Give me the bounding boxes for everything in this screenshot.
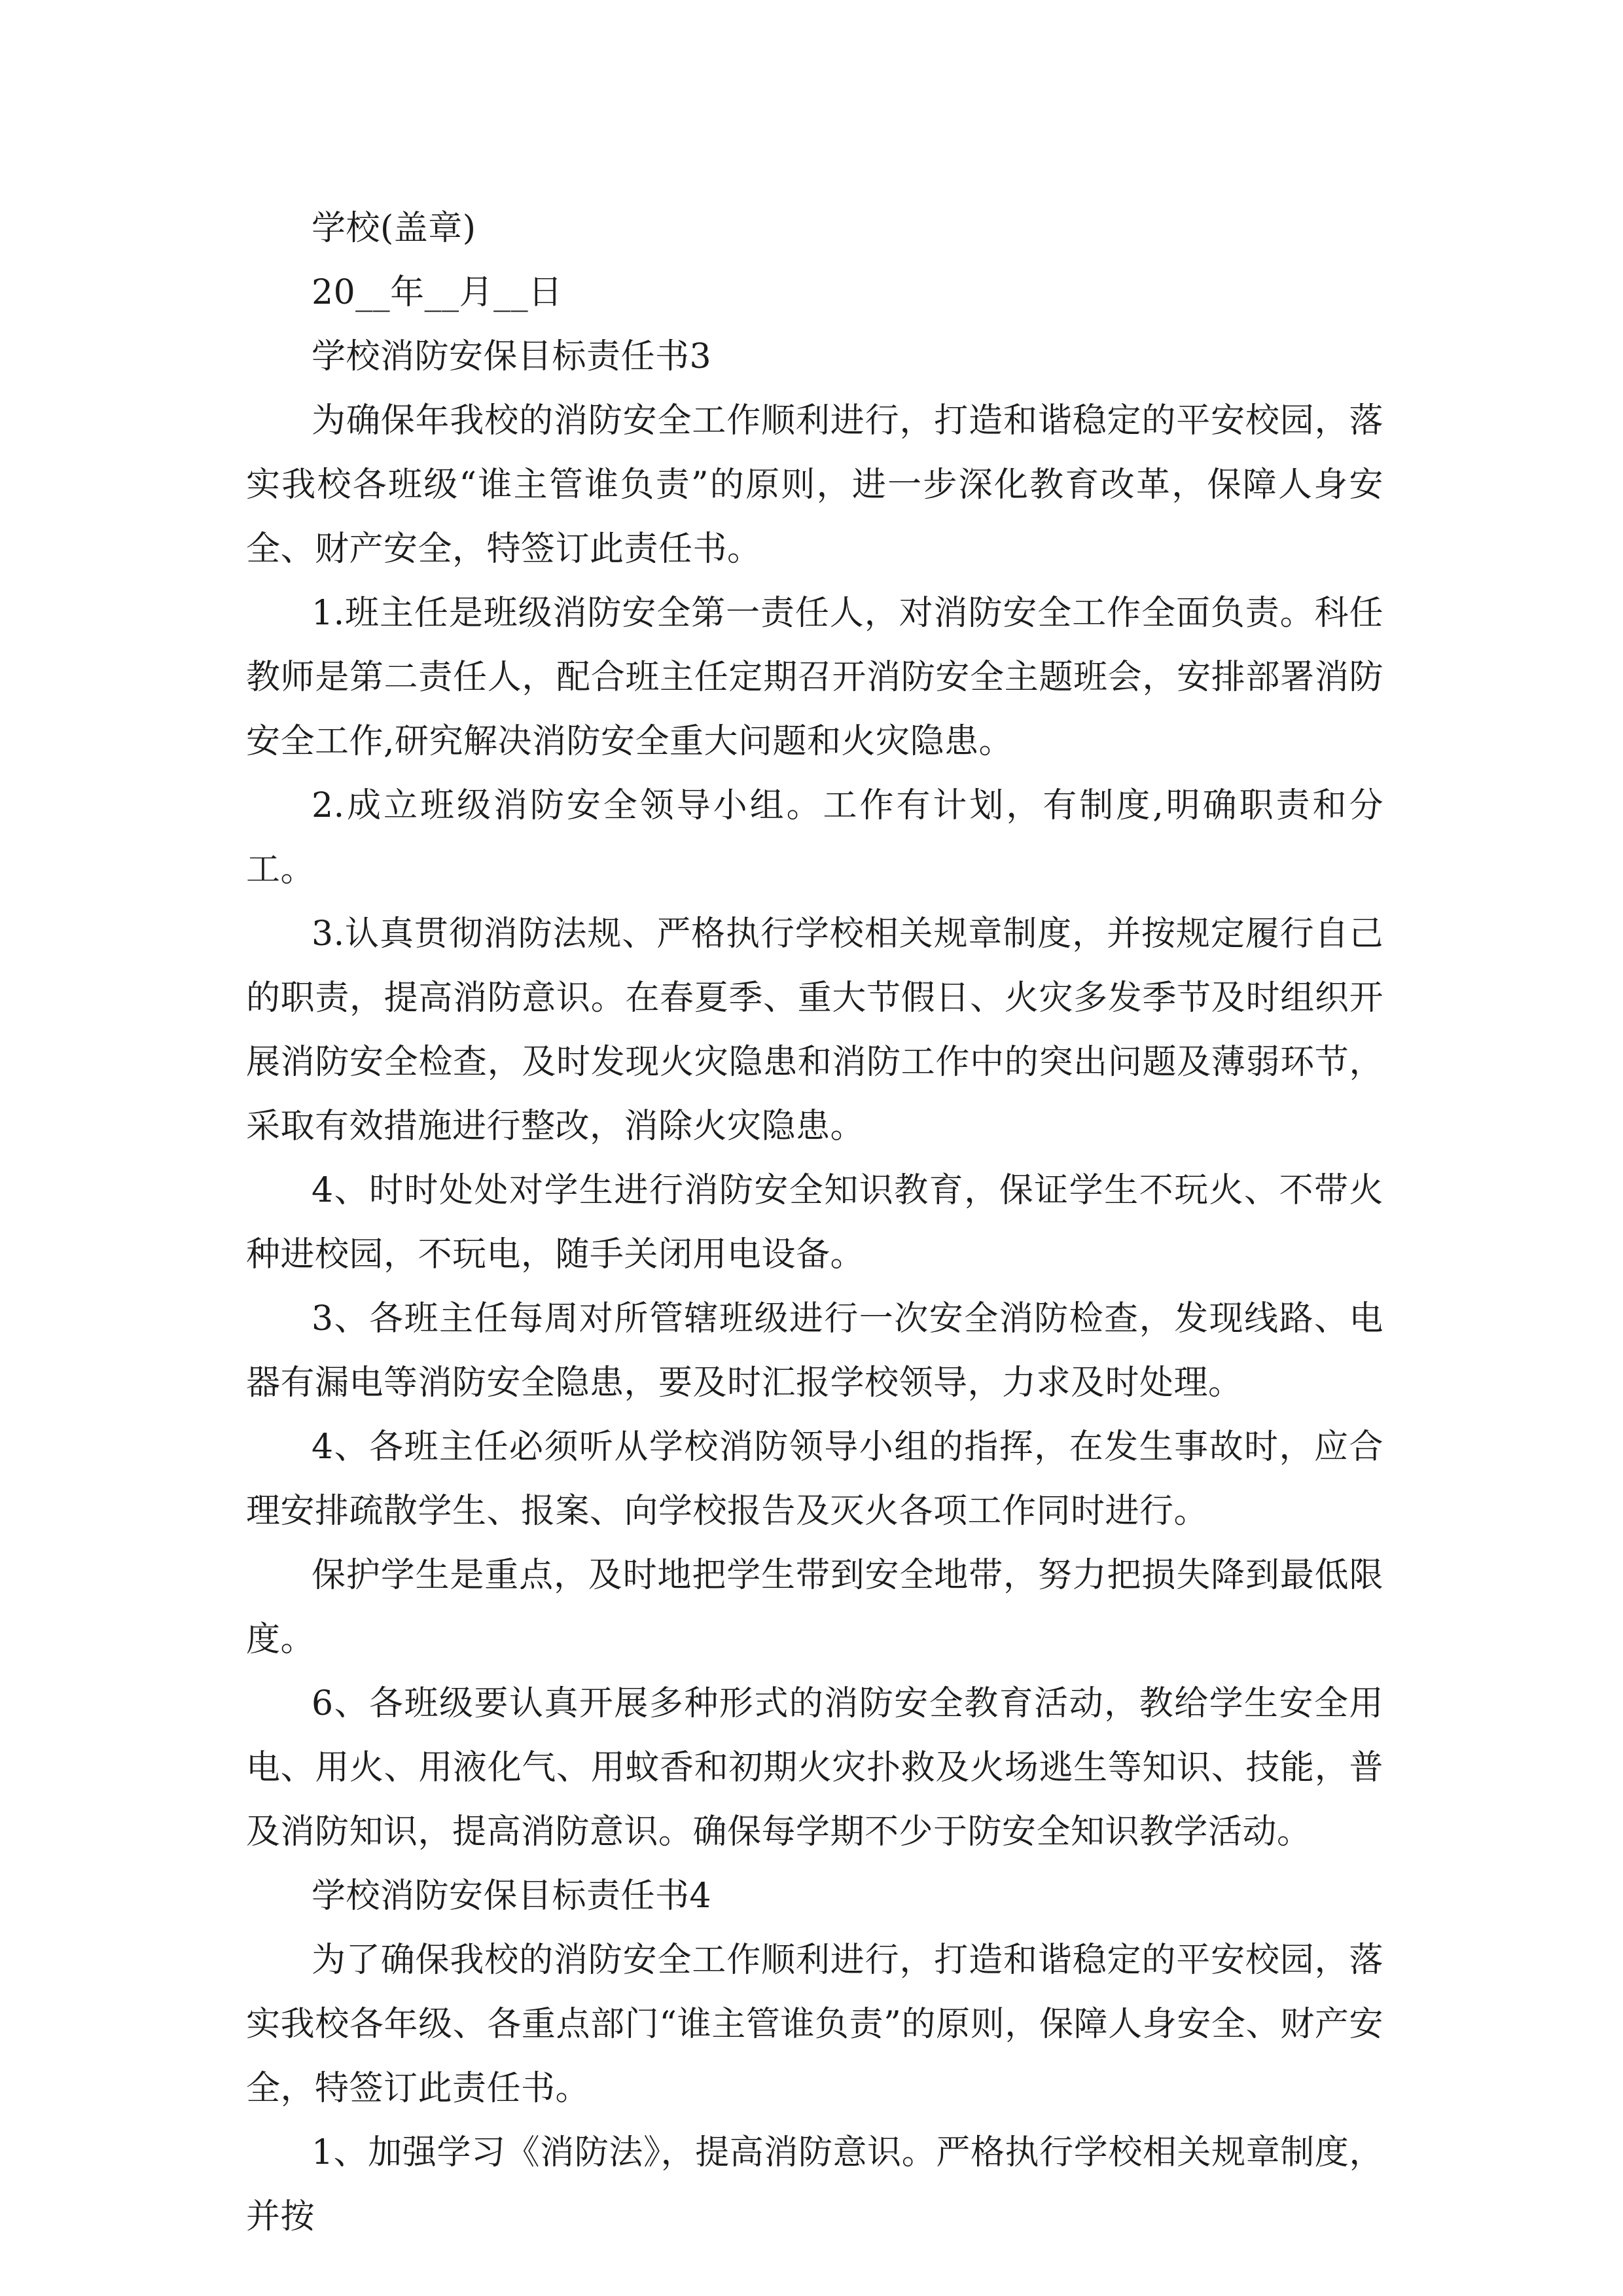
intro-paragraph-3: 为确保年我校的消防安全工作顺利进行，打造和谐稳定的平安校园，落实我校各班级“谁主管谁负责”的原则，进一步深化教育改革，保障人身安全、财产安全，特签订此责任书。 [246,401,1383,569]
clause-paragraph: 4、各班主任必须听从学校消防领导小组的指挥，在发生事故时，应合理安排疏散学生、报案、向学校报告及灭火各项工作同时进行。 [246,1427,1383,1531]
section-title-4: 学校消防安保目标责任书4 [312,1876,712,1916]
clause-paragraph: 保护学生是重点，及时地把学生带到安全地带，努力把损失降到最低限度。 [246,1556,1383,1659]
clause-paragraph: 1、加强学习《消防法》，提高消防意识。严格执行学校相关规章制度，并按 [246,2133,1383,2236]
clause-paragraph: 2.成立班级消防安全领导小组。工作有计划，有制度,明确职责和分工。 [246,786,1383,889]
date-line: 20__年__月__日 [312,273,563,312]
clause-paragraph: 6、各班级要认真开展多种形式的消防安全教育活动，教给学生安全用电、用火、用液化气、用蚊香和初期火灾扑救及火场逃生等知识、技能，普及消防知识，提高消防意识。确保每学期不少于防安全知识教学活动。 [246,1684,1383,1852]
school-seal-line: 学校(盖章) [312,209,476,248]
clause-paragraph: 1.班主任是班级消防安全第一责任人，对消防安全工作全面负责。科任教师是第二责任人，配合班主任定期召开消防安全主题班会，安排部署消防安全工作,研究解决消防安全重大问题和火灾隐患。 [246,594,1383,761]
section-title-3: 学校消防安保目标责任书3 [312,337,712,376]
intro-paragraph-4: 为了确保我校的消防安全工作顺利进行，打造和谐稳定的平安校园，落实我校各年级、各重点部门“谁主管谁负责”的原则，保障人身安全、财产安全，特签订此责任书。 [246,1941,1383,2108]
clause-paragraph: 4、时时处处对学生进行消防安全知识教育，保证学生不玩火、不带火种进校园，不玩电，随手关闭用电设备。 [246,1171,1383,1274]
clause-paragraph: 3.认真贯彻消防法规、严格执行学校相关规章制度，并按规定履行自己的职责，提高消防意识。在春夏季、重大节假日、火灾多发季节及时组织开展消防安全检查，及时发现火灾隐患和消防工作中的突出问题及薄弱环节，采取有效措施进行整改，消除火灾隐患。 [246,914,1383,1146]
document-body [246,196,1383,2249]
clause-paragraph: 3、各班主任每周对所管辖班级进行一次安全消防检查，发现线路、电器有漏电等消防安全隐患，要及时汇报学校领导，力求及时处理。 [246,1299,1383,1403]
